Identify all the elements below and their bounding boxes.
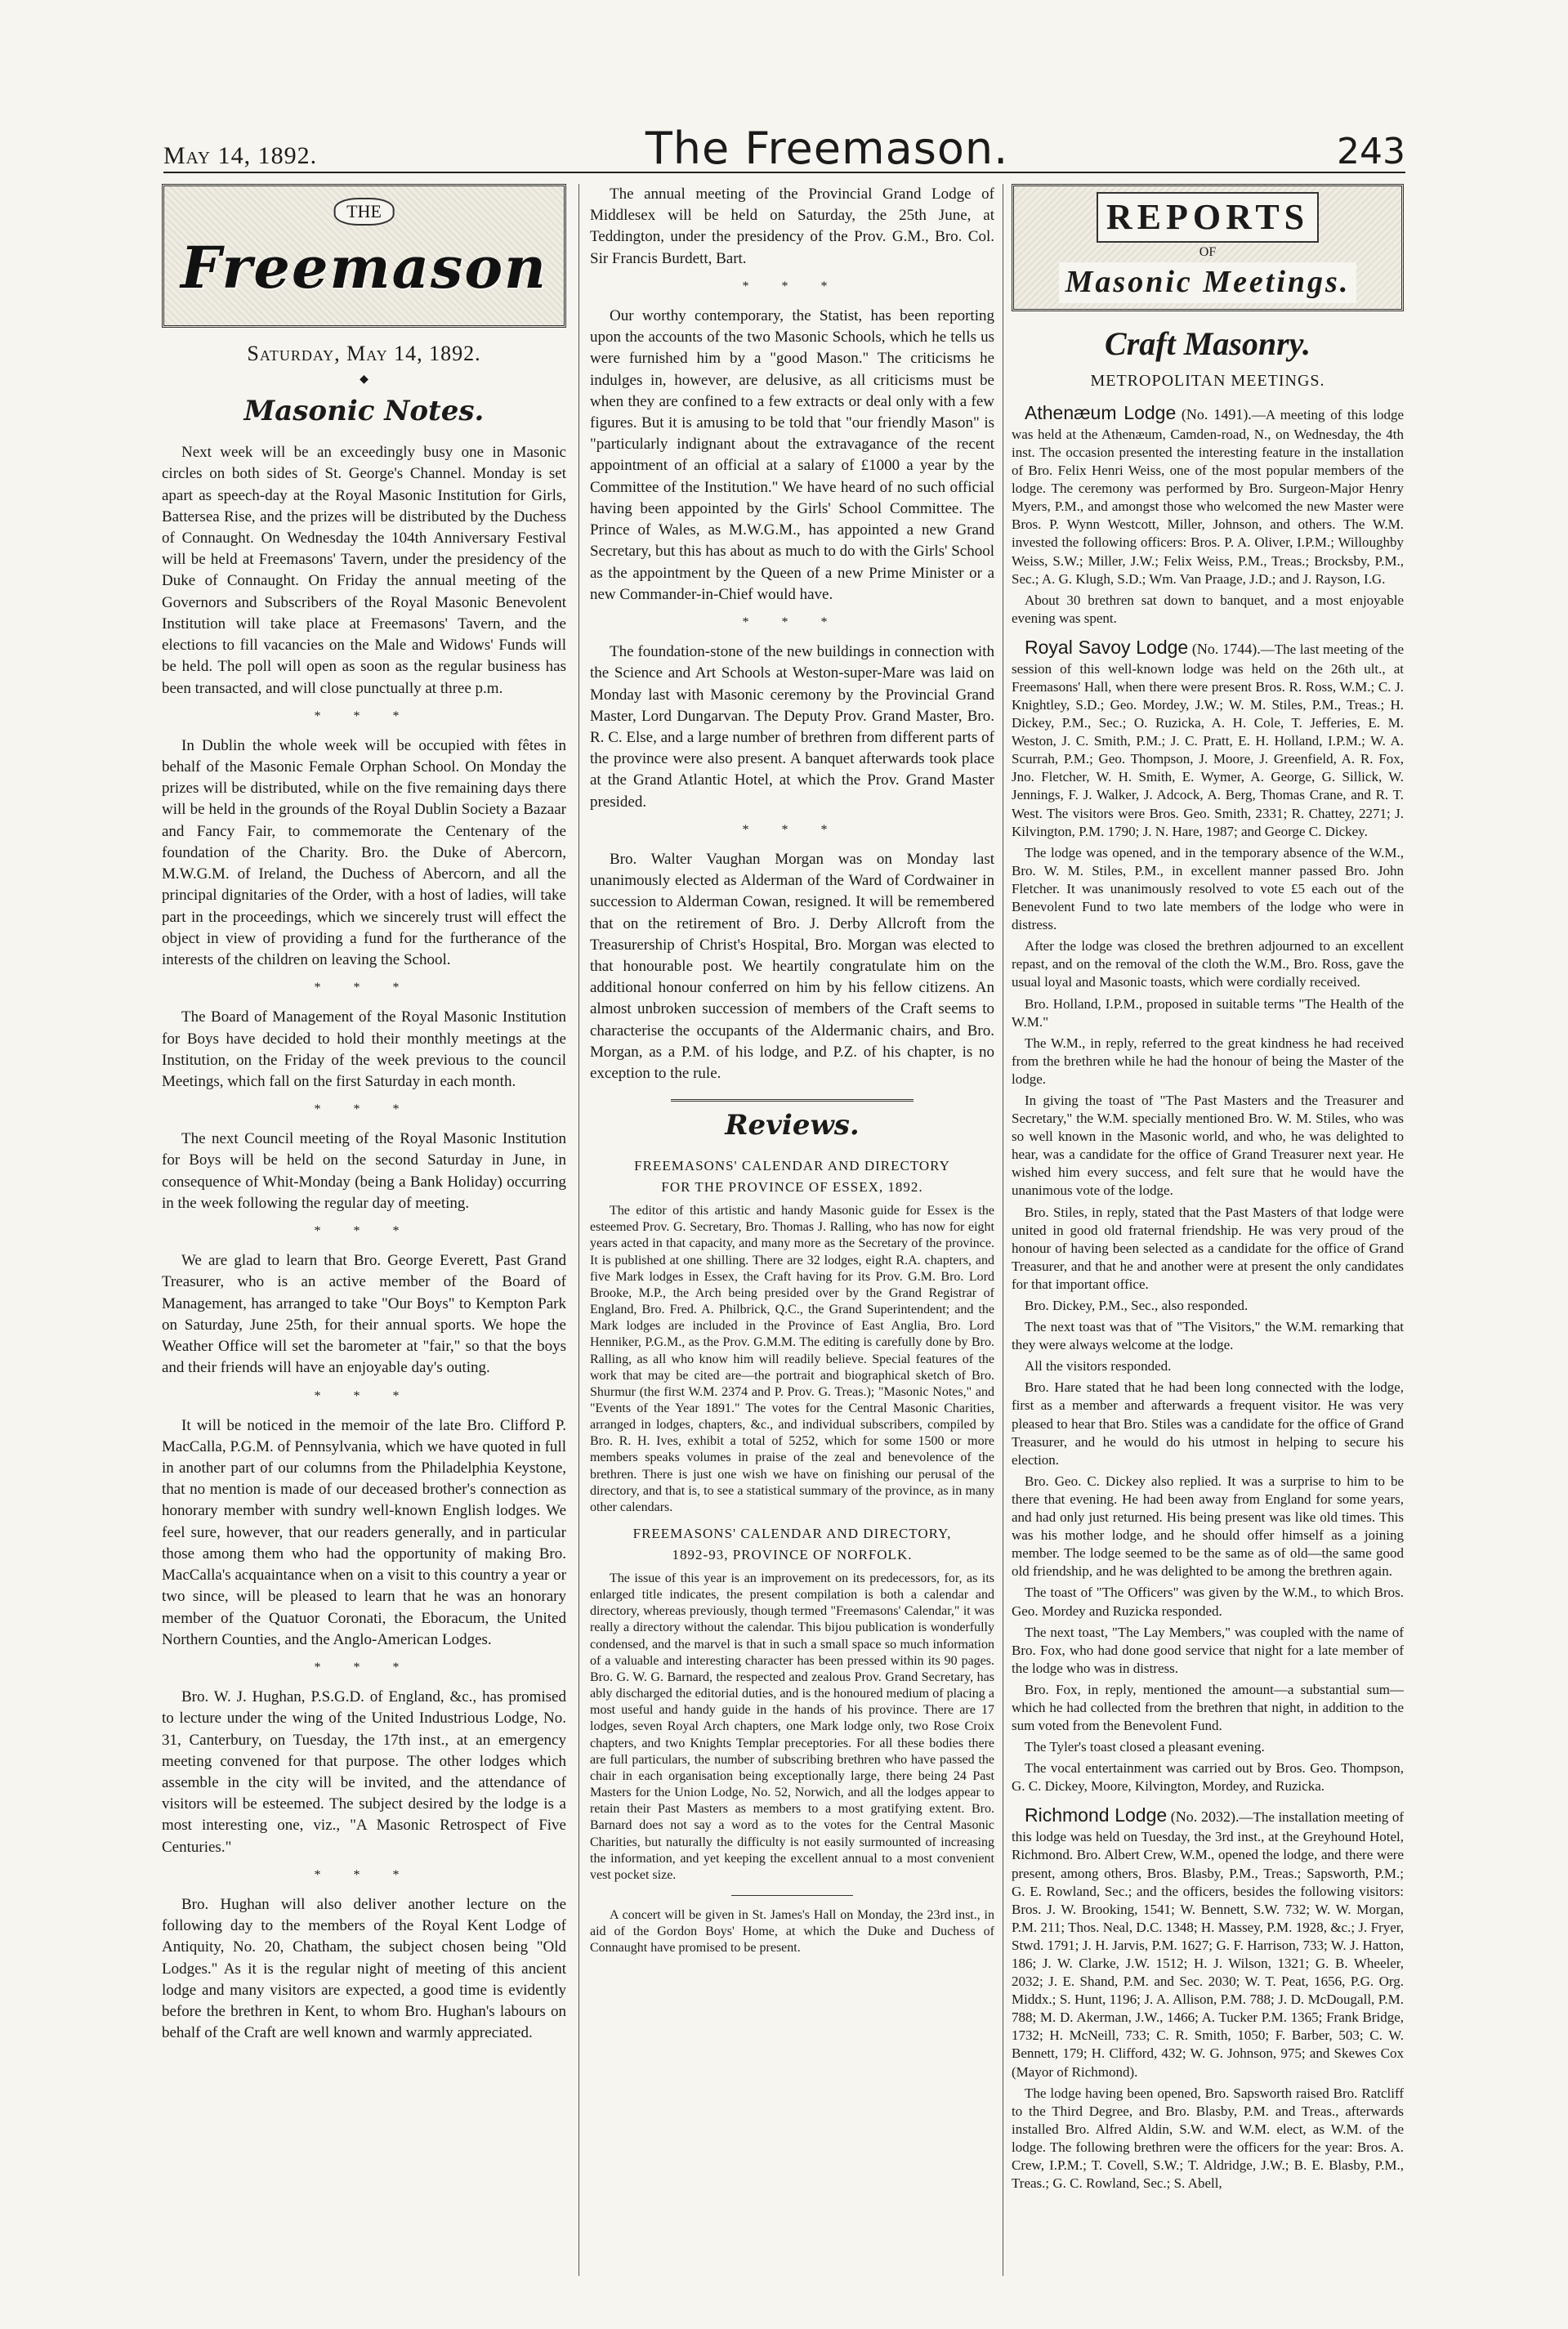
metropolitan-meetings-heading: METROPOLITAN MEETINGS. xyxy=(1090,372,1325,390)
reports-subtitle: Masonic Meetings. xyxy=(1059,262,1357,302)
lodge-paragraph: After the lodge was closed the brethren adjourned to an excellent repast, and on the removal of the cloth the W.M., Bro. Ross, gave the usual loyal and Masonic toasts, which were cordially received. xyxy=(1012,938,1404,990)
issue-dateline: Saturday, May 14, 1892. xyxy=(247,342,481,365)
lodge-paragraph: The vocal entertainment was carried out by Bros. Geo. Thompson, G. C. Dickey, Moore, Kilvington, Mordey, and Ruzicka. xyxy=(1012,1760,1404,1795)
masthead-title: The Freemason. xyxy=(645,123,1009,174)
short-rule xyxy=(731,1895,853,1896)
logo-text: Freemason xyxy=(181,233,547,302)
lodge-report xyxy=(1012,1804,1404,2081)
lodge-paragraph: Bro. Stiles, in reply, stated that the Past Masters of that lodge were united in good old fraternal friendship. He was very proud of the honour of having been selected as a candidate for the office of Grand Treasurer, and that he and another were at present the only candidates for that important office. xyxy=(1012,1204,1404,1292)
article-paragraph: A concert will be given in St. James's Hall on Monday, the 23rd inst., in aid of the Gordon Boys' Home, at which the Duke and Duchess of Connaught have promised to be present. xyxy=(590,1907,994,1956)
lodge-text: —The last meeting of the session of this well-known lodge was held on the 26th ult., at Freemasons' Hall, when there were present Bros. R. Ross, W.M.; C. J. Knightley, S.D.; Geo. Mordey, J.W.; W. M. Stiles, P.M., Treas.; H. Dickey, P.M., Sec.; O. Ruzicka, A. H. Cole, T. Jefferies, E. M. Weston, J. C. Smith, P.M.; J. C. Pratt, E. H. Holland, I.P.M.; W. A. Scurrah, P.M.; Geo. Thompson, J. Moore, J. Greenfield, A. R. Fox, Jno. Fletcher, W. H. Smith, E. Wymer, A. George, G. Sillick, W. Jennings, F. J. Walker, J. Adcock, A. Berg, Thomas Crane, and R. T. West. The visitors were Bros. Geo. Smith, 2331; R. Chattey, 2271; J. Kilvington, P.M. 1790; J. N. Hare, 1987; and George C. Dickey. xyxy=(1012,641,1404,839)
article-paragraph: Next week will be an exceedingly busy one in Masonic circles on both sides of St. George's Channel. Monday is set apart as speech-day at the Royal Masonic Institution for Girls, Battersea Rise, and the prizes will be distributed by the Duchess of Connaught. On Wednesday the 104th Anniversary Festival will be held at Freemasons' Tavern, under the presidency of the Duke of Connaught. On Friday the annual meeting of the Governors and Subscribers of the Royal Masonic Benevolent Institution will take place at Freemasons' Tavern, and the elections to fill vacancies on the Male and Widows' Funds will be held. The poll will open as soon as the regular business has been transacted, and will close punctually at three p.m. xyxy=(162,444,566,697)
lodge-paragraph: Bro. Fox, in reply, mentioned the amount—a substantial sum—which he had collected from the brethren that night, in addition to the sum voted from the Benevolent Fund. xyxy=(1012,1681,1404,1734)
article-paragraph: Our worthy contemporary, the Statist, has been reporting upon the accounts of the two Masonic Schools, which he tells us were furnished him by a "good Mason." The criticisms he indulges in, however, are delusive, as all criticisms must be when they are confined to a few extracts or deal only with a few figures. But it is amusing to be told that "our friendly Mason" is "particularly indignant about the extravagance of the recent appointment of an official at a salary of £1000 a year by the Committee of the Institution." We have heard of no such official having been appointed by the Girls' School Committee. The Prince of Wales, as M.W.G.M., has appointed a new Grand Secretary, but this has about as much to do with the Girls' School as the appointment by the Queen of a new Prime Minister or a new Commander-in-Chief would have. xyxy=(590,306,994,603)
lodge-paragraph: The Tyler's toast closed a pleasant evening. xyxy=(1025,1739,1265,1755)
lodge-number: (No. 2032). xyxy=(1170,1808,1240,1826)
article-paragraph: Bro. Hughan will also deliver another lecture on the following day to the members of the Royal Kent Lodge of Antiquity, No. 20, Chatham, the subject chosen being "Old Lodges." As it is the regular night of meeting of this ancient lodge and many visitors are expected, a good time is evidently before the brethren in Kent, to whom Bro. Hughan's labours on behalf of the Craft are well known and warmly appreciated. xyxy=(162,1895,566,2042)
article-paragraph: Bro. W. J. Hughan, P.S.G.D. of England, &c., has promised to lecture under the wing of the United Industrious Lodge, No. 31, Canterbury, on Tuesday, the 17th inst., at an emergency meeting convened for that purpose. The other lodges which assemble in the city will be invited, and the attendance of visitors will be esteemed. The subject desired by the lodge is a most interesting one, viz., "A Masonic Retrospect of Five Centuries." xyxy=(162,1688,566,1856)
article-paragraph: Bro. Walter Vaughan Morgan was on Monday last unanimously elected as Alderman of the Ward of Cordwainer in succession to Alderman Cowan, resigned. It will be remembered that on the retirement of Bro. J. Derby Allcroft from the Treasurership of Christ's Hospital, Bro. Morgan was elected to that honourable post. We heartily congratulate him on the additional honour conferred on him by his fellow citizens. An almost unbroken succession of members of the Craft seems to characterise the occupants of the Aldermanic chairs, and Bro. Morgan, as a P.M. of his lodge, and P.Z. of his chapter, is no exception to the rule. xyxy=(590,850,994,1083)
reports-of: OF xyxy=(1199,244,1217,259)
star-divider: * * * xyxy=(742,615,842,630)
section-title-reviews: Reviews. xyxy=(725,1109,860,1142)
lodge-paragraph: The lodge having been opened, Bro. Sapsworth raised Bro. Ratcliff to the Third Degree, and Bro. Blasby, P.M. and Treas., afterwards installed Bro. Alfred Aldin, S.W. and W.M. elect, as W.M. of the lodge. The following brethren were the officers for the year: Bros. A. Crew, I.P.M.; T. Covell, S.W.; T. Aldridge, J.W.; B. E. Blasby, P.M., Treas.; G. C. Rowland, Sec.; S. Abell, xyxy=(1012,2085,1404,2192)
star-divider: * * * xyxy=(314,1867,414,1882)
article-paragraph: In Dublin the whole week will be occupied with fêtes in behalf of the Masonic Female Orphan School. On Monday the prizes will be distributed, while on the five remaining days there will be held in the grounds of the Royal Dublin Society a Bazaar and Fancy Fair, to commemorate the Centenary of the foundation of the Charity. Bro. the Duke of Abercorn, M.W.G.M. of Ireland, the Duchess of Abercorn, and all the principal dignitaries of the Order, with a host of ladies, will take part in the proceedings, which we sincerely trust will effect the object in view of providing a fund for the furtherance of the interests of the children on leaving the School. xyxy=(162,736,566,968)
lodge-paragraph: The next toast, "The Lay Members," was coupled with the name of Bro. Fox, who had done good service that night for a late member of the lodge who was in distress. xyxy=(1012,1624,1404,1676)
reports-title: REPORTS xyxy=(1097,192,1319,242)
star-divider: * * * xyxy=(314,709,414,723)
section-title-masonic-notes: Masonic Notes. xyxy=(243,395,485,428)
star-divider: * * * xyxy=(314,1388,414,1403)
star-divider: * * * xyxy=(314,1224,414,1239)
lodge-paragraph: The next toast was that of "The Visitors," the W.M. remarking that they were always welcome at the lodge. xyxy=(1012,1319,1404,1353)
review-subheading: 1892-93, PROVINCE OF NORFOLK. xyxy=(672,1546,913,1562)
column-one xyxy=(162,184,566,2276)
lodge-paragraph: Bro. Geo. C. Dickey also replied. It was a surprise to him to be there that evening. He had been away from England for some years, and had only just returned. His being present was like old times. This was his mother lodge, and he should offer himself as a joining member. The lodge seemed to be the same as of old—the same good old friendship, and he was delighted to be among the brethren again. xyxy=(1012,1473,1404,1580)
article-paragraph: The Board of Management of the Royal Masonic Institution for Boys have decided to hold their monthly meetings at the Institution, on the Friday of the week previous to the council Meetings, which fall on the first Saturday in each month. xyxy=(162,1008,566,1090)
lodge-paragraph: In giving the toast of "The Past Masters and the Treasurer and Secretary," the W.M. specially mentioned Bro. W. M. Stiles, who was so well known in the Masonic world, and who, he was delighted to hear, was a candidate for the office of Grand Treasurer next year. He wished him every success, and felt sure that he would have the unanimous vote of the lodge. xyxy=(1012,1092,1404,1199)
article-paragraph: We are glad to learn that Bro. George Everett, Past Grand Treasurer, who is an active member of the Board of Management, has arranged to take "Our Boys" to Kempton Park on Saturday, June 25th, for their annual sports. We hope the Weather Office will set the barometer at "fair," so that the boys and their friends will have an enjoyable day's outing. xyxy=(162,1252,566,1377)
lodge-paragraph: All the visitors responded. xyxy=(1025,1358,1172,1375)
lodge-paragraph: Bro. Hare stated that he had been long connected with the lodge, first as a member and afterwards a frequent visitor. He was very pleased to hear that Bro. Stiles was a candidate for the office of Grand Treasurer, and he would do his utmost in helping to secure his election. xyxy=(1012,1379,1404,1468)
lodge-paragraph: Bro. Holland, I.P.M., proposed in suitable terms "The Health of the W.M." xyxy=(1012,995,1404,1030)
section-rule xyxy=(671,1099,914,1102)
article-paragraph: It will be noticed in the memoir of the late Bro. Clifford P. MacCalla, P.G.M. of Pennsylvania, which we have quoted in full in another part of our columns from the Philadelphia Keystone, that no mention is made of our deceased brother's connection as honorary member with sundry well-known English lodges. We feel sure, however, that our readers generally, and in particular those among them who had the opportunity of making Bro. MacCalla's acquaintance when on a visit to this country a year or two since, will be pleased to learn that he was an honorary member of the Quatuor Coronati, the Eboracum, the United Northern Counties, and the Anglo-American Lodges. xyxy=(162,1416,566,1648)
lodge-paragraph: Bro. Dickey, P.M., Sec., also responded. xyxy=(1025,1298,1249,1313)
star-divider: * * * xyxy=(314,1102,414,1117)
review-text: The editor of this artistic and handy Masonic guide for Essex is the esteemed Prov. G. Secretary, Bro. Thomas J. Ralling, who has now for eight years acted in that capacity, and many more as the Secretary of the province. It is published at one shilling. There are 32 lodges, eight R.A. chapters, and five Mark lodges in Essex, the Craft having for its Prov. G.M. Bro. Lord Brooke, M.P., the Arch being presided over by the Grand Registrar of England, Bro. Fred. A. Philbrick, Q.C., the Grand Superintendent; and the Mark lodges are included in the Province of East Anglia, Bro. Lord Henniker, P.G.M., as the Prov. G.M.M. The editing is carefully done by Bro. Ralling, as all who know him will readily believe. Special features of the work that may be cited are—the portrait and biographical sketch of Bro. Shurmur (the first W.M. 2374 and P. Prov. G. Treas.); "Masonic Notes," and "Events of the Year 1891." The votes for the Central Masonic Charities, arranged in lodges, chapters, &c., and individual subscribers, compiled by Bro. R. H. Ives, exhibit a total of 5252, which for some 1500 or more members speaks volumes in praise of the zeal and benevolence of the brethren. There is just one wish we have on finishing our perusal of the directory, and that is, to see a statistical summary of the province, as in many other calendars. xyxy=(590,1204,994,1514)
lodge-report xyxy=(1012,636,1404,841)
lodge-paragraph: The toast of "The Officers" was given by the W.M., to which Bros. Geo. Mordey and Ruzicka responded. xyxy=(1012,1585,1404,1619)
star-divider: * * * xyxy=(314,1660,414,1674)
masthead xyxy=(163,123,1405,173)
diamond-ornament: ◆ xyxy=(360,373,369,386)
freemason-logo xyxy=(162,184,566,328)
lodge-report xyxy=(1012,401,1404,588)
page-number: 243 xyxy=(1337,131,1405,172)
lodge-text: —A meeting of this lodge was held at the Athenæum, Camden-road, N., on Wednesday, the 4th inst. The occasion presented the interesting feature in the installation of Bro. Felix Henri Weiss, one of the most popular members of the lodge. The ceremony was performed by Bro. Surgeon-Major Henry Myers, P.M., and amongst those who welcomed the new Master were Bros. P. Wynn Westcott, Miller, Johnson, and others. The W.M. invested the following officers: Bros. P. A. Oliver, I.P.M.; Willoughby Weiss, S.W.; Miller, J.W.; Felix Weiss, P.M., Treas.; Brocksby, P.M., Sec.; A. G. Klugh, S.D.; Wm. Van Praage, J.D.; and J. Rayson, I.G. xyxy=(1012,407,1404,587)
section-title-craft-masonry: Craft Masonry. xyxy=(1105,325,1311,362)
lodge-paragraph: The lodge was opened, and in the temporary absence of the W.M., Bro. W. M. Stiles, P.M., in excellent manner passed Bro. John Fletcher. It was unanimously resolved to vote £5 each out of the Benevolent Fund to two late members of the lodge who were in distress. xyxy=(1012,844,1404,933)
reports-banner xyxy=(1012,184,1404,311)
lodge-paragraph: About 30 brethren sat down to banquet, and a most enjoyable evening was spent. xyxy=(1012,592,1404,626)
article-paragraph: The foundation-stone of the new buildings in connection with the Science and Art Schools at Weston-super-Mare was laid on Monday last with Masonic ceremony by the Provincial Grand Master, Lord Dungarvan. The Deputy Prov. Grand Master, Bro. R. C. Else, and a large number of brethren from different parts of the province were also present. A banquet afterwards took place at the Grand Atlantic Hotel, at which the Prov. Grand Master presided. xyxy=(590,643,994,811)
lodge-text: —The installation meeting of this lodge was held on Tuesday, the 3rd inst., at the Greyhound Hotel, Richmond. Bro. Albert Crew, W.M., opened the lodge, and there were present, among others, Bros. Blasby, P.M., Treas.; Sapsworth, P.M.; G. E. Rowland, Sec.; and the officers, besides the following visitors: Bros. J. W. Brooking, 1541; W. Bennett, S.W. 732; W. W. Morgan, P.M. 211; Thos. Neal, D.C. 1348; H. Massey, P.M. 1928, &c.; J. Fryer, Stwd. 1791; J. H. Jarvis, P.M. 1627; G. F. Harrison, 733; W. J. Hatton, 186; J. W. Clarke, J.W. 1512; H. J. Wilson, 1321; G. B. Wheeler, 2032; J. E. Shand, P.M. and Sec. 2030; W. T. Peat, 1656, P.G. Org. Middx.; S. Hunt, 1196; J. A. Allison, P.M. 788; J. D. McDougall, P.M. 788; M. D. Akerman, J.W., 1466; A. Tucker P.M. 1365; Frank Bridge, 1732; H. McNeill, 733; C. R. Smith, 1050; F. Barber, 503; C. W. Bennett, 179; H. Clifford, 432; W. G. Johnson, 975; and Skewes Cox (Mayor of Richmond). xyxy=(1012,1809,1404,2080)
logo-the: THE xyxy=(333,198,395,226)
review-heading: FREEMASONS' CALENDAR AND DIRECTORY xyxy=(634,1158,950,1174)
column-three xyxy=(1012,184,1404,2276)
review-heading: FREEMASONS' CALENDAR AND DIRECTORY, xyxy=(632,1526,952,1542)
article-paragraph: The annual meeting of the Provincial Grand Lodge of Middlesex will be held on Saturday, the 25th June, at Teddington, under the presidency of the Prov. G.M., Bro. Col. Sir Francis Burdett, Bart. xyxy=(590,186,994,267)
lodge-paragraph: The W.M., in reply, referred to the great kindness he had received from the brethren while he had the honour of being the Master of the lodge. xyxy=(1012,1035,1404,1087)
lodge-number: (No. 1491). xyxy=(1181,406,1252,422)
masthead-date: May 14, 1892. xyxy=(163,142,318,169)
lodge-name: Richmond Lodge xyxy=(1025,1804,1168,1826)
review-text: The issue of this year is an improvement on its predecessors, for, as its enlarged title indicates, the present compilation is both a calendar and directory, whereas previously, though termed "Freemasons' Calendar," it was really a directory without the calendar. This bijou publication is wonderfully condensed, and the marvel is that in such a small space so much information of a valuable and interesting character has been pressed within its 90 pages. Bro. G. W. G. Barnard, the respected and zealous Prov. Grand Secretary, has ably discharged the editorial duties, and is the honoured medium of placing a most useful and handy guide in the hands of his province. There are 17 lodges, seven Royal Arch chapters, one Mark lodge only, two Rose Croix chapters, and two Knights Templar preceptories. For all these bodies there are full particulars, the number of subscribing brethren who have passed the chair in each organisation being exceptionally large, there being 24 Past Masters for the Union Lodge, No. 52, Norwich, and all the lodges appear to retain their Past Masters as members to a most gratifying extent. Bro. Barnard does not say a word as to the votes for the Central Masonic Charities, but naturally the difficulty is not easily surmounted of increasing the information, and yet keeping the excellent annual to a most convenient vest pocket size. xyxy=(590,1571,994,1882)
column-two xyxy=(590,184,994,2276)
lodge-name: Royal Savoy Lodge xyxy=(1025,636,1189,658)
lodge-name: Athenæum Lodge xyxy=(1025,402,1177,423)
lodge-number: (No. 1744). xyxy=(1191,640,1261,657)
article-paragraph: The next Council meeting of the Royal Masonic Institution for Boys will be held on the second Saturday in June, in consequence of Whit-Monday (being a Bank Holiday) occurring in the week following the regular day of meeting. xyxy=(162,1130,566,1212)
star-divider: * * * xyxy=(742,279,842,293)
star-divider: * * * xyxy=(742,822,842,837)
review-subheading: FOR THE PROVINCE OF ESSEX, 1892. xyxy=(661,1178,923,1195)
star-divider: * * * xyxy=(314,981,414,995)
